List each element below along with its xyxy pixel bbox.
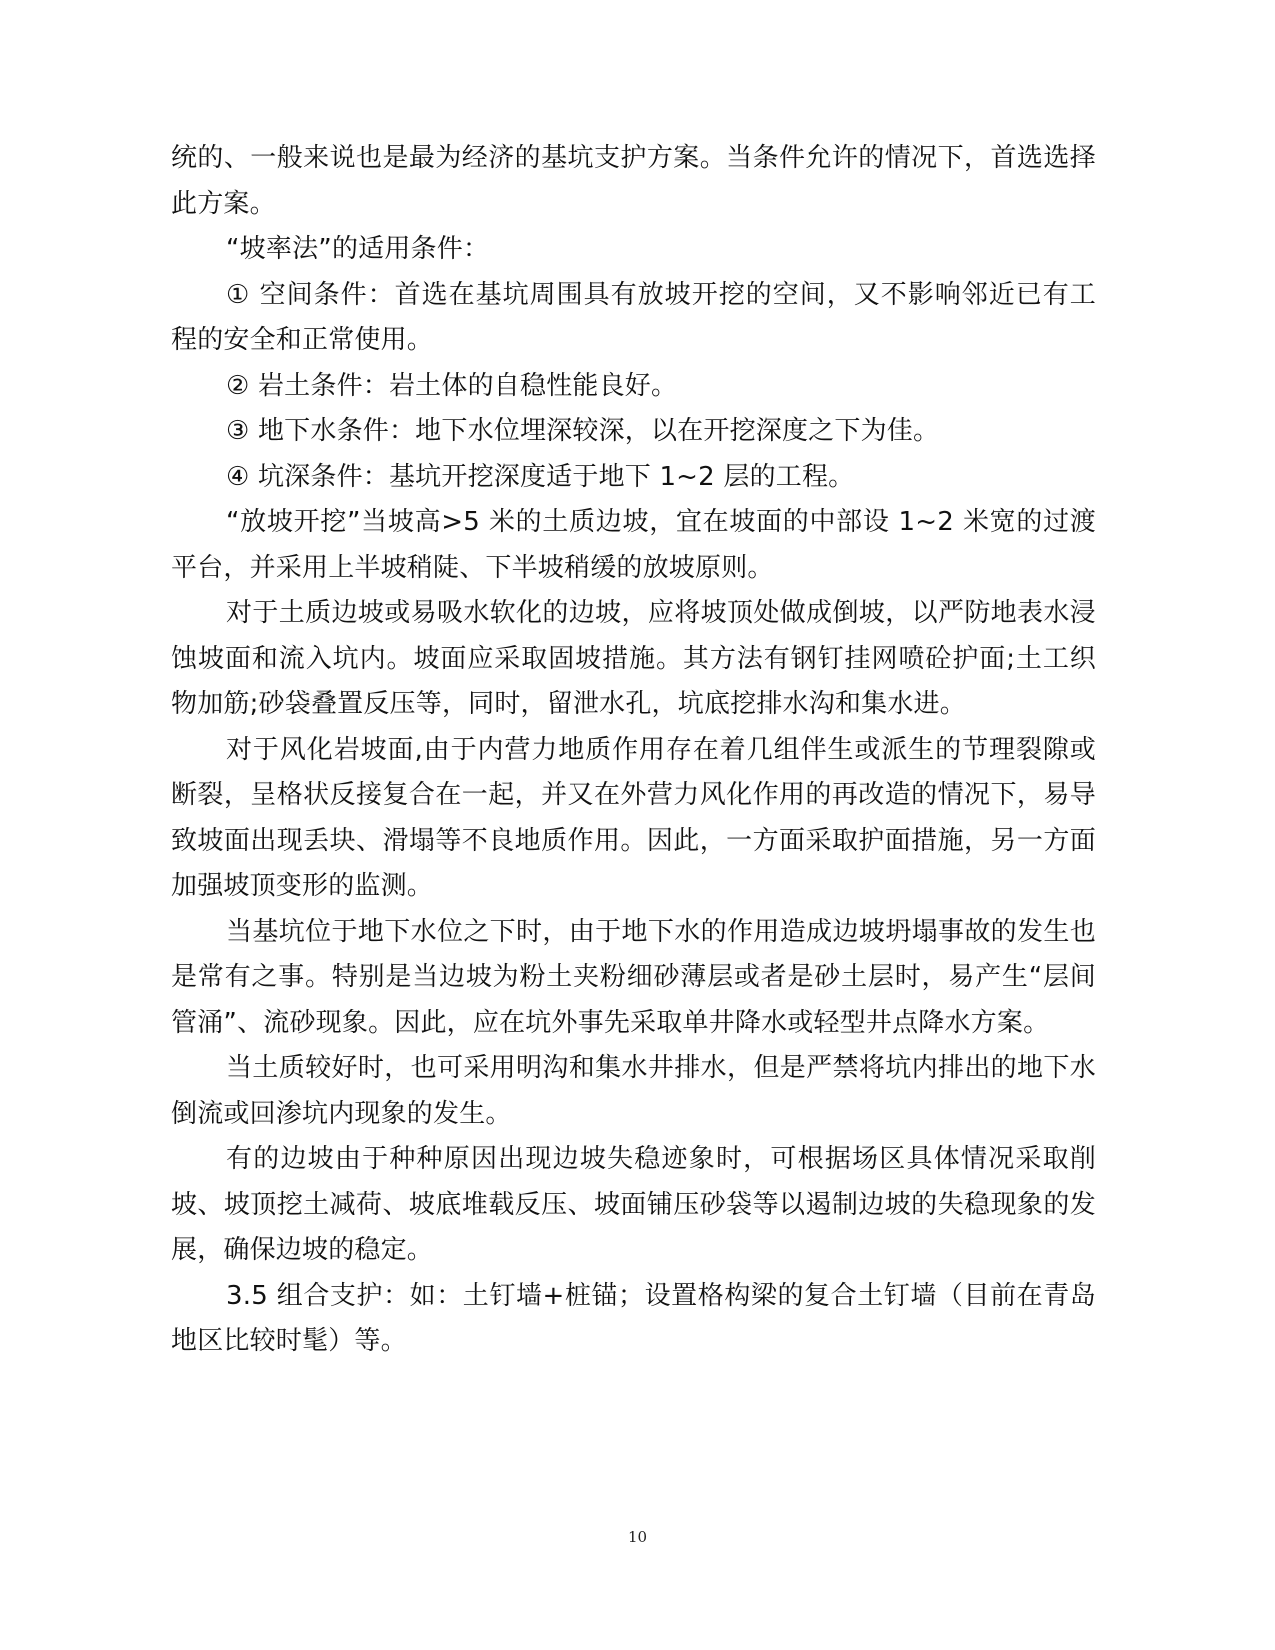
paragraph-combined-support: 3.5 组合支护：如：土钉墙+桩锚；设置格构梁的复合土钉墙（目前在青岛地区比较时髦）等。 (171, 1280, 1096, 1356)
body-text (171, 136, 1096, 1365)
list-item-groundwater-condition: ③ 地下水条件：地下水位埋深较深，以在开挖深度之下为佳。 (226, 416, 940, 446)
paragraph-weathered-rock: 对于风化岩坡面,由于内营力地质作用存在着几组伴生或派生的节理裂隙或断裂，呈格状反接复合在一起，并又在外营力风化作用的再改造的情况下，易导致坡面出现丢块、滑塌等不良地质作用。因此，一方面采取护面措施，另一方面加强坡顶变形的监测。 (171, 734, 1096, 901)
paragraph-groundwater: 当基坑位于地下水位之下时，由于地下水的作用造成边坡坍塌事故的发生也是常有之事。特别是当边坡为粉土夹粉细砂薄层或者是砂土层时，易产生“层间管涌”、流砂现象。因此，应在坑外事先采取单井降水或轻型井点降水方案。 (171, 916, 1096, 1038)
page-number: 10 (627, 1528, 648, 1546)
paragraph-applicable-conditions-heading: “坡率法”的适用条件： (226, 234, 490, 264)
list-item-rock-soil-condition: ② 岩土条件：岩土体的自稳性能良好。 (226, 370, 678, 401)
paragraph-instability: 有的边坡由于种种原因出现边坡失稳迹象时，可根据场区具体情况采取削坡、坡顶挖土减荷、坡底堆载反压、坡面铺压砂袋等以遏制边坡的失稳现象的发展，确保边坡的稳定。 (171, 1144, 1096, 1265)
paragraph-continuation: 统的、一般来说也是最为经济的基坑支护方案。当条件允许的情况下，首选选择此方案。 (171, 143, 1096, 219)
list-item-pit-depth-condition: ④ 坑深条件：基坑开挖深度适于地下 1~2 层的工程。 (226, 461, 855, 492)
paragraph-soil-slope: 对于土质边坡或易吸水软化的边坡，应将坡顶处做成倒坡，以严防地表水浸蚀坡面和流入坑内。坡面应采取固坡措施。其方法有钢钉挂网喷砼护面;土工织物加筋;砂袋叠置反压等，同时，留泄水孔，坑底挖排水沟和集水进。 (171, 598, 1096, 719)
paragraph-slope-excavation: “放坡开挖”当坡高>5 米的土质边坡，宜在坡面的中部设 1~2 米宽的过渡平台，并采用上半坡稍陡、下半坡稍缓的放坡原则。 (171, 507, 1096, 583)
paragraph-open-drainage: 当土质较好时，也可采用明沟和集水井排水，但是严禁将坑内排出的地下水倒流或回渗坑内现象的发生。 (171, 1053, 1096, 1129)
list-item-space-condition: ① 空间条件：首选在基坑周围具有放坡开挖的空间，又不影响邻近已有工程的安全和正常使用。 (171, 279, 1096, 355)
